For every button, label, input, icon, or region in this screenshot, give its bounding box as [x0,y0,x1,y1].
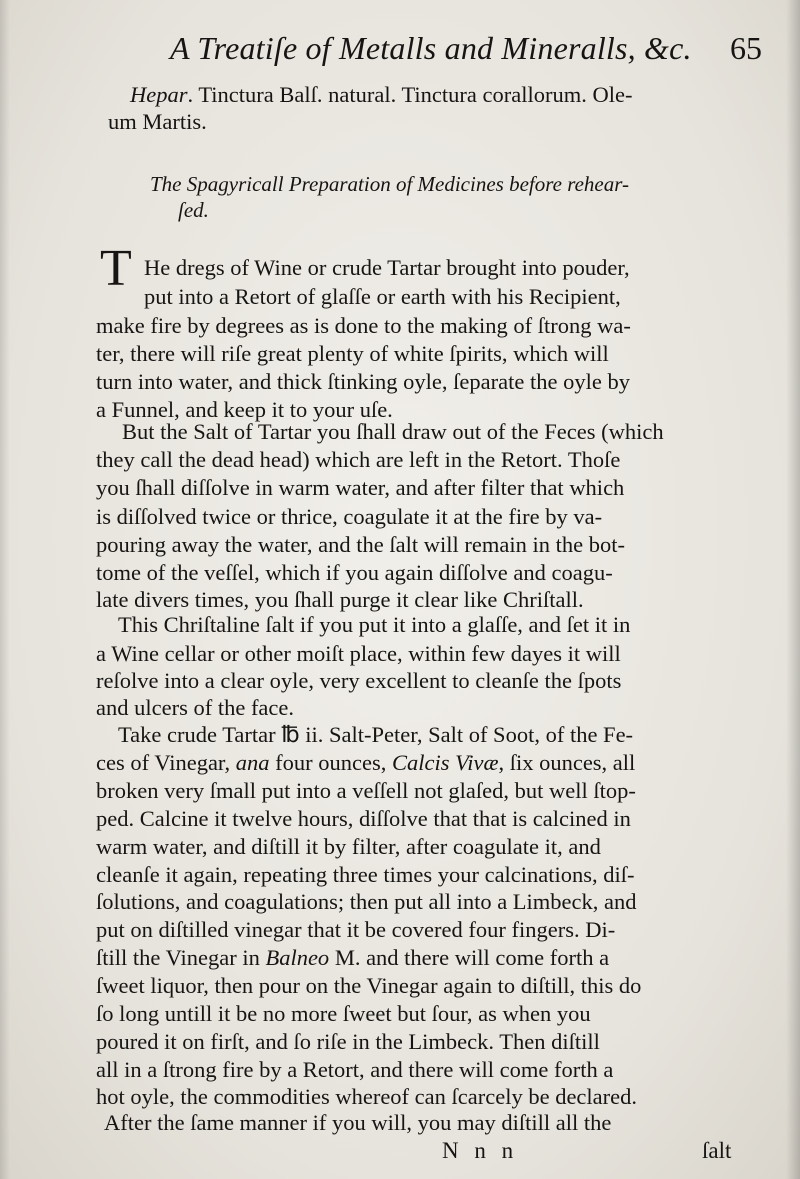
body-line: ped. Calcine it twelve hours, diſſolve that that is calcined in [96,806,631,831]
body-line: late divers times, you ſhall purge it clear like Chriſtall. [96,587,584,612]
catchword: ſalt [702,1138,732,1163]
body-line: reſolve into a clear oyle, very excellent to cleanſe the ſpots [96,668,622,693]
page-left-shadow [0,0,10,1179]
body-line: hot oyle, the commodities whereof can ſcarcely be declared. [96,1084,638,1109]
body-line: ter, there will riſe great plenty of white ſpirits, which will [96,341,609,366]
signature-mark: N n n [442,1138,519,1163]
body-line: Take crude Tartar ℔ ii. Salt-Peter, Salt of Soot, of the Fe- [118,722,634,747]
body-line: ſolutions, and coagulations; then put all into a Limbeck, and [96,889,637,914]
body-line: they call the dead head) which are left in the Retort. Thoſe [96,447,621,472]
body-line: ces of Vinegar, ana four ounces, Calcis Vivæ, ſix ounces, all [96,750,636,775]
body-line: and ulcers of the face. [96,695,295,720]
page-number: 65 [730,30,762,66]
body-line: a Wine cellar or other moiſt place, within few dayes it will [96,641,621,666]
running-title: A Treatiſe of Metalls and Mineralls, &c. [170,30,692,66]
body-line: ſo long untill it be no more ſweet but ſour, as when you [96,1001,591,1026]
body-line: tome of the veſſel, which if you again diſſolve and coagu- [96,560,613,585]
body-line: is diſſolved twice or thrice, coagulate it at the fire by va- [96,504,603,529]
body-line: pouring away the water, and the ſalt will remain in the bot- [96,532,625,557]
page-header [170,30,770,72]
section-heading: ſed. [178,198,209,222]
body-line: make fire by degrees as is done to the making of ſtrong wa- [96,313,631,338]
body-line: warm water, and diſtill it by filter, after coagulate it, and [96,834,601,859]
body-line: This Chriſtaline ſalt if you put it into a glaſſe, and ſet it in [118,612,631,637]
body-line: you ſhall diſſolve in warm water, and after filter that which [96,475,625,500]
body-line: put on diſtilled vinegar that it be covered four fingers. Di- [96,917,616,942]
page-right-shadow [786,0,800,1179]
body-line: He dregs of Wine or crude Tartar brought into pouder, [144,255,630,280]
drop-cap: T [100,240,132,297]
body-line: cleanſe it again, repeating three times your calcinations, diſ- [96,862,635,887]
intro-line: um Martis. [108,109,207,134]
body-line: a Funnel, and keep it to your uſe. [96,397,393,422]
body-line: turn into water, and thick ſtinking oyle, ſeparate the oyle by [96,369,630,394]
body-line: ſtill the Vinegar in Balneo M. and there will come forth a [96,945,610,970]
body-line: But the Salt of Tartar you ſhall draw out of the Feces (which [122,419,664,444]
body-line: poured it on firſt, and ſo riſe in the Limbeck. Then diſtill [96,1029,600,1054]
body-line: After the ſame manner if you will, you may diſtill all the [104,1110,612,1135]
body-line: put into a Retort of glaſſe or earth with his Recipient, [144,284,621,309]
body-line: ſweet liquor, then pour on the Vinegar again to diſtill, this do [96,973,642,998]
body-line: all in a ſtrong fire by a Retort, and there will come forth a [96,1057,614,1082]
intro-line: Hepar. Tinctura Balſ. natural. Tinctura corallorum. Ole- [130,82,633,107]
section-heading: The Spagyricall Preparation of Medicines before rehear- [150,172,629,196]
body-line: broken very ſmall put into a veſſell not glaſed, but well ſtop- [96,778,636,803]
